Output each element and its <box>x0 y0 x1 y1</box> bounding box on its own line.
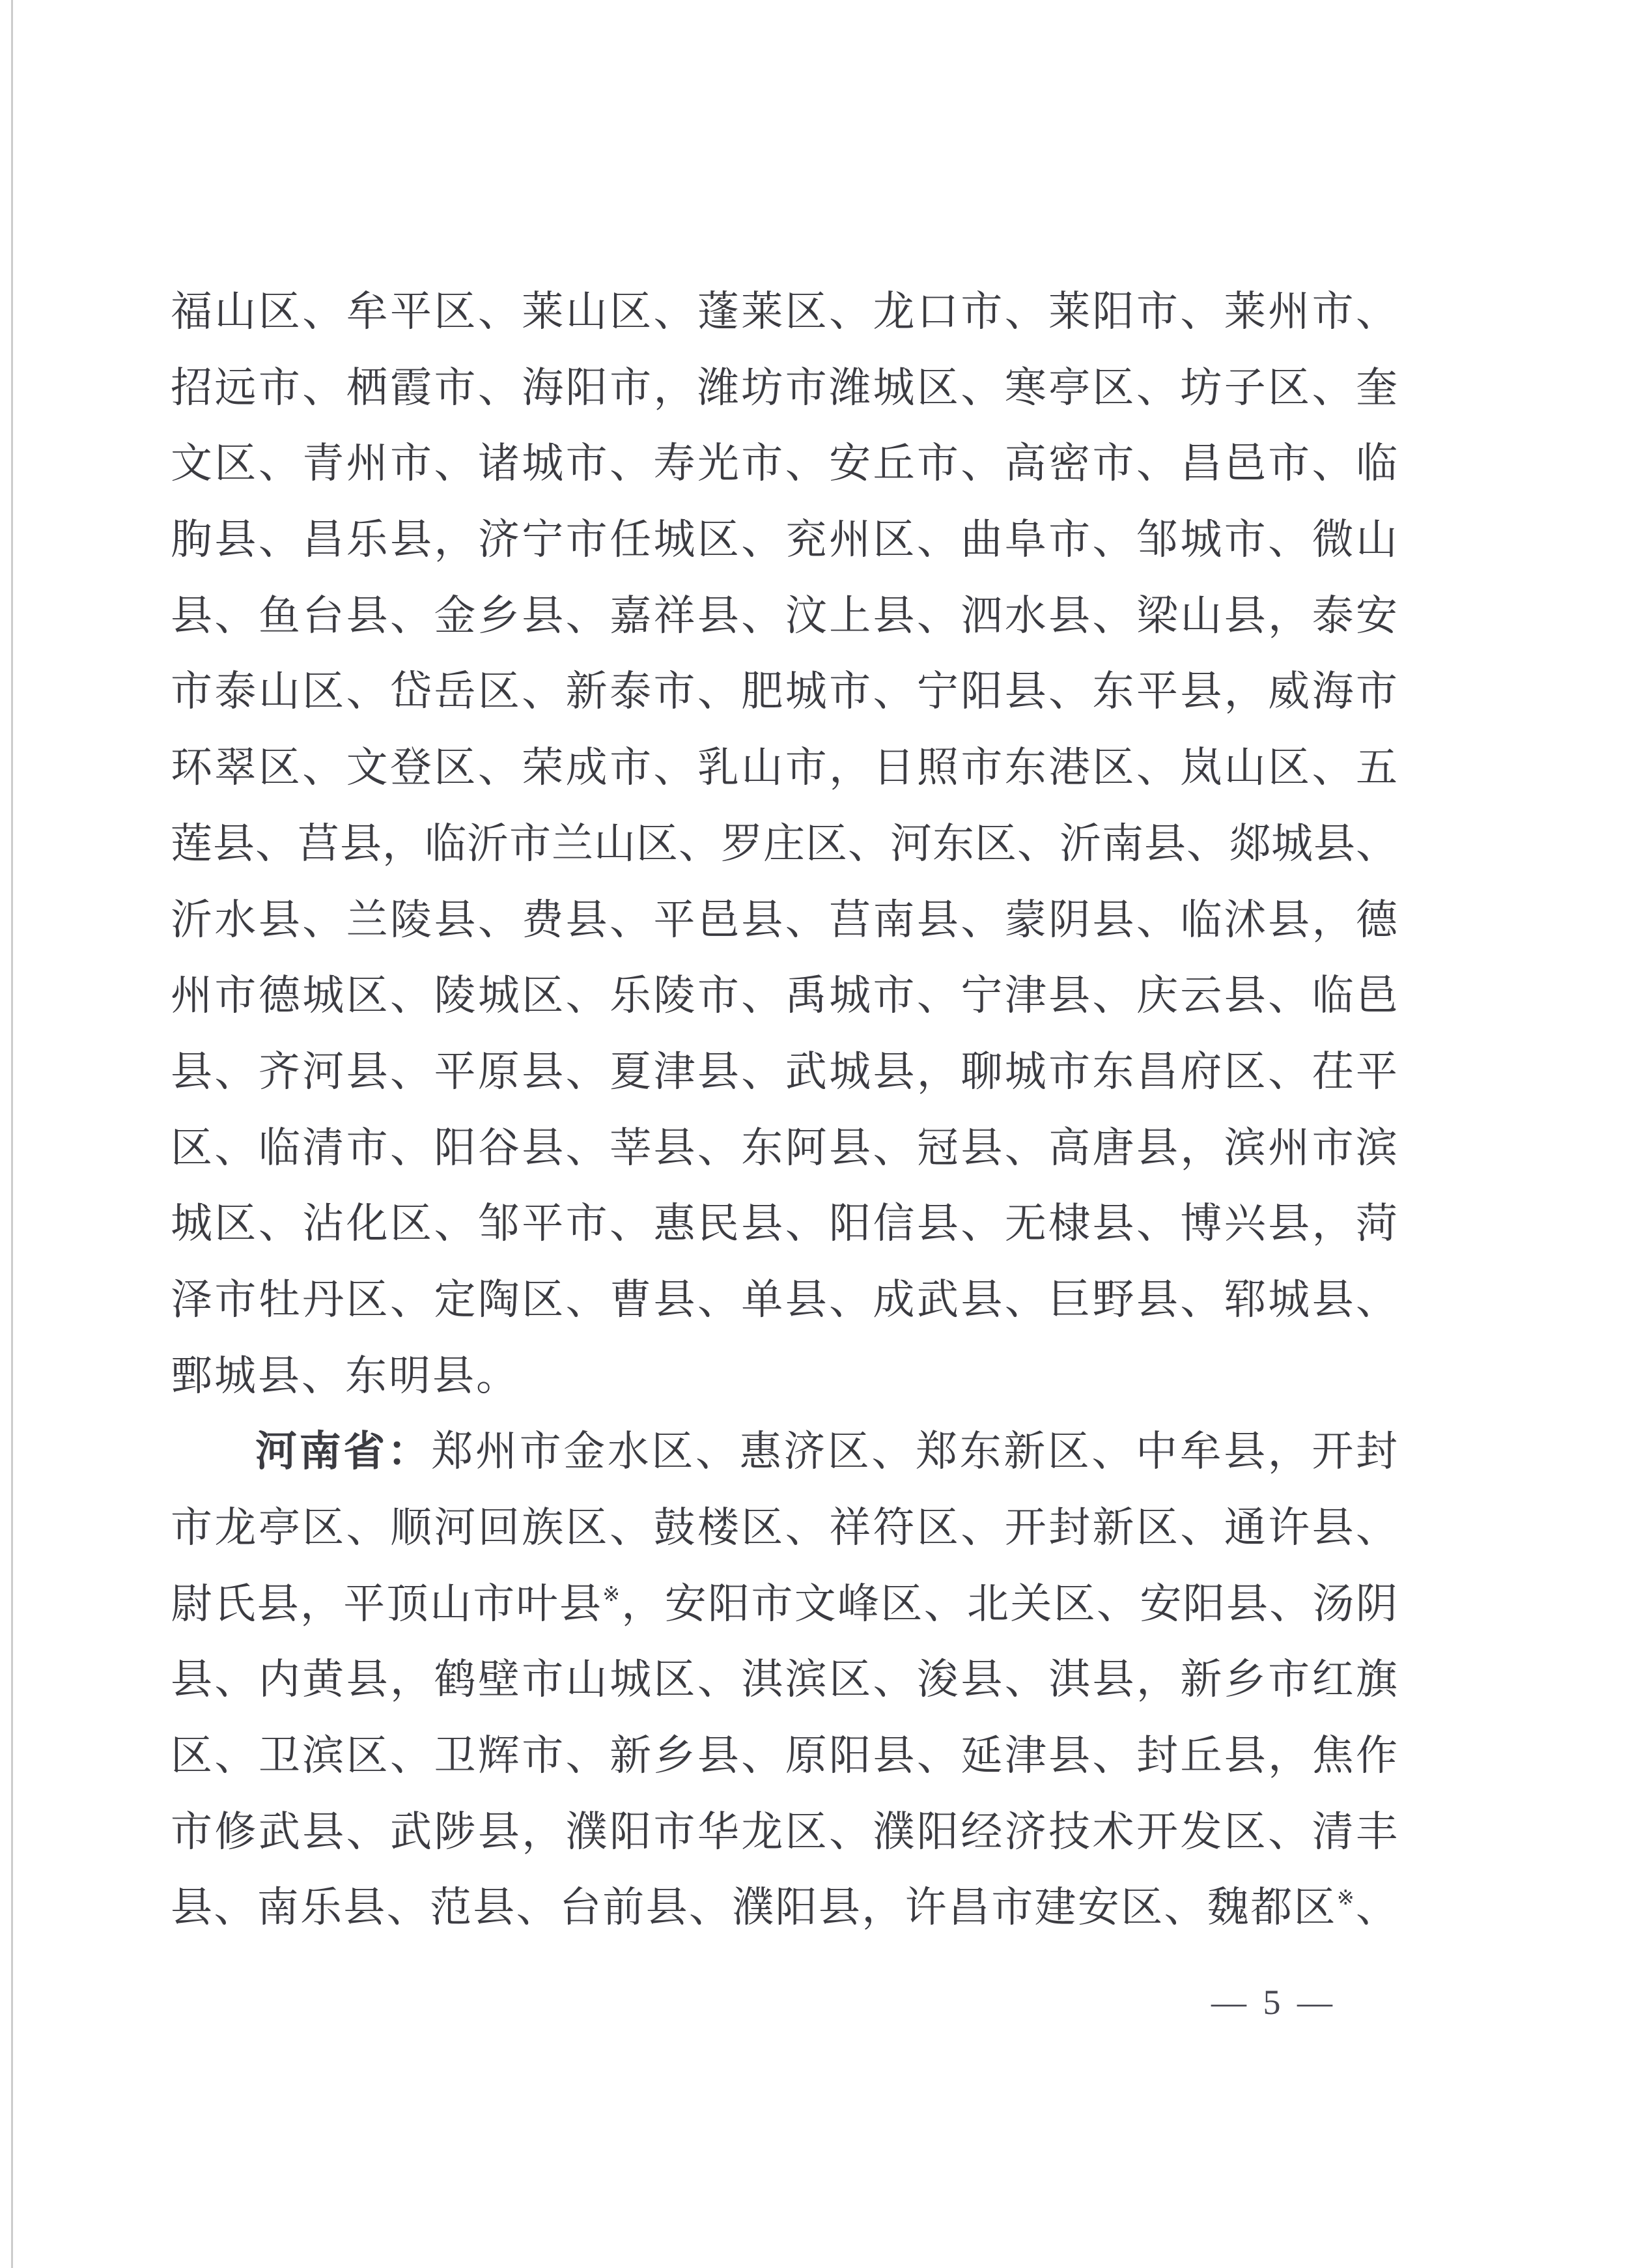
text-run: 县、南乐县、范县、台前县、濮阳县，许昌市建安区、魏都区 <box>171 1884 1337 1931</box>
text-line: 莲县、莒县，临沂市兰山区、罗庄区、河东区、沂南县、郯城县、 <box>171 820 1397 867</box>
text-line: 县、鱼台县、金乡县、嘉祥县、汶上县、泗水县、梁山县，泰安 <box>171 592 1397 639</box>
paragraph-henan <box>171 1414 1397 1946</box>
footnote-mark: ※ <box>1336 1886 1356 1910</box>
text-line: 环翠区、文登区、荣成市、乳山市，日照市东港区、岚山区、五 <box>171 744 1397 791</box>
text-line: 市修武县、武陟县，濮阳市华龙区、濮阳经济技术开发区、清丰 <box>171 1808 1397 1855</box>
text-line: 福山区、牟平区、莱山区、蓬莱区、龙口市、莱阳市、莱州市、 <box>171 289 1397 335</box>
scan-edge-line <box>11 0 13 2268</box>
text-line <box>171 1566 1397 1643</box>
text-line <box>171 1414 1397 1490</box>
text-line: 县、齐河县、平原县、夏津县、武城县，聊城市东昌府区、茌平 <box>171 1048 1397 1095</box>
text-line: 市龙亭区、顺河回族区、鼓楼区、祥符区、开封新区、通许县、 <box>171 1505 1397 1551</box>
text-line: 市泰山区、岱岳区、新泰市、肥城市、宁阳县、东平县，威海市 <box>171 668 1397 715</box>
text-line: 泽市牡丹区、定陶区、曹县、单县、成武县、巨野县、郓城县、 <box>171 1276 1397 1323</box>
text-run: 、 <box>1356 1884 1397 1931</box>
text-line: 沂水县、兰陵县、费县、平邑县、莒南县、蒙阴县、临沭县，德 <box>171 896 1397 943</box>
text-line: 州市德城区、陵城区、乐陵市、禹城市、宁津县、庆云县、临邑 <box>171 972 1397 1019</box>
paragraph-shandong-continuation <box>171 274 1397 1414</box>
province-label: 河南省： <box>255 1428 432 1475</box>
text-line: 城区、沾化区、邹平市、惠民县、阳信县、无棣县、博兴县，菏 <box>171 1200 1397 1247</box>
footnote-mark: ※ <box>602 1581 622 1606</box>
text-line: 朐县、昌乐县，济宁市任城区、兖州区、曲阜市、邹城市、微山 <box>171 517 1397 563</box>
body-text <box>171 274 1397 1946</box>
text-line: 区、临清市、阳谷县、莘县、东阿县、冠县、高唐县，滨州市滨 <box>171 1124 1397 1171</box>
text-line: 文区、青州市、诸城市、寿光市、安丘市、高密市、昌邑市、临 <box>171 440 1397 487</box>
text-line: 县、内黄县，鹤壁市山城区、淇滨区、浚县、淇县，新乡市红旗 <box>171 1656 1397 1703</box>
text-run: 郑州市金水区、惠济区、郑东新区、中牟县，开封 <box>431 1428 1398 1475</box>
text-line: 招远市、栖霞市、海阳市，潍坊市潍城区、寒亭区、坊子区、奎 <box>171 364 1397 411</box>
text-line: 鄄城县、东明县。 <box>171 1352 520 1399</box>
text-run: ，安阳市文峰区、北关区、安阳县、汤阴 <box>621 1580 1397 1627</box>
text-line <box>171 1870 1397 1946</box>
text-run: 尉氏县，平顶山市叶县 <box>171 1580 603 1627</box>
text-line: 区、卫滨区、卫辉市、新乡县、原阳县、延津县、封丘县，焦作 <box>171 1733 1397 1779</box>
page-number: — 5 — <box>1211 1983 1336 2022</box>
